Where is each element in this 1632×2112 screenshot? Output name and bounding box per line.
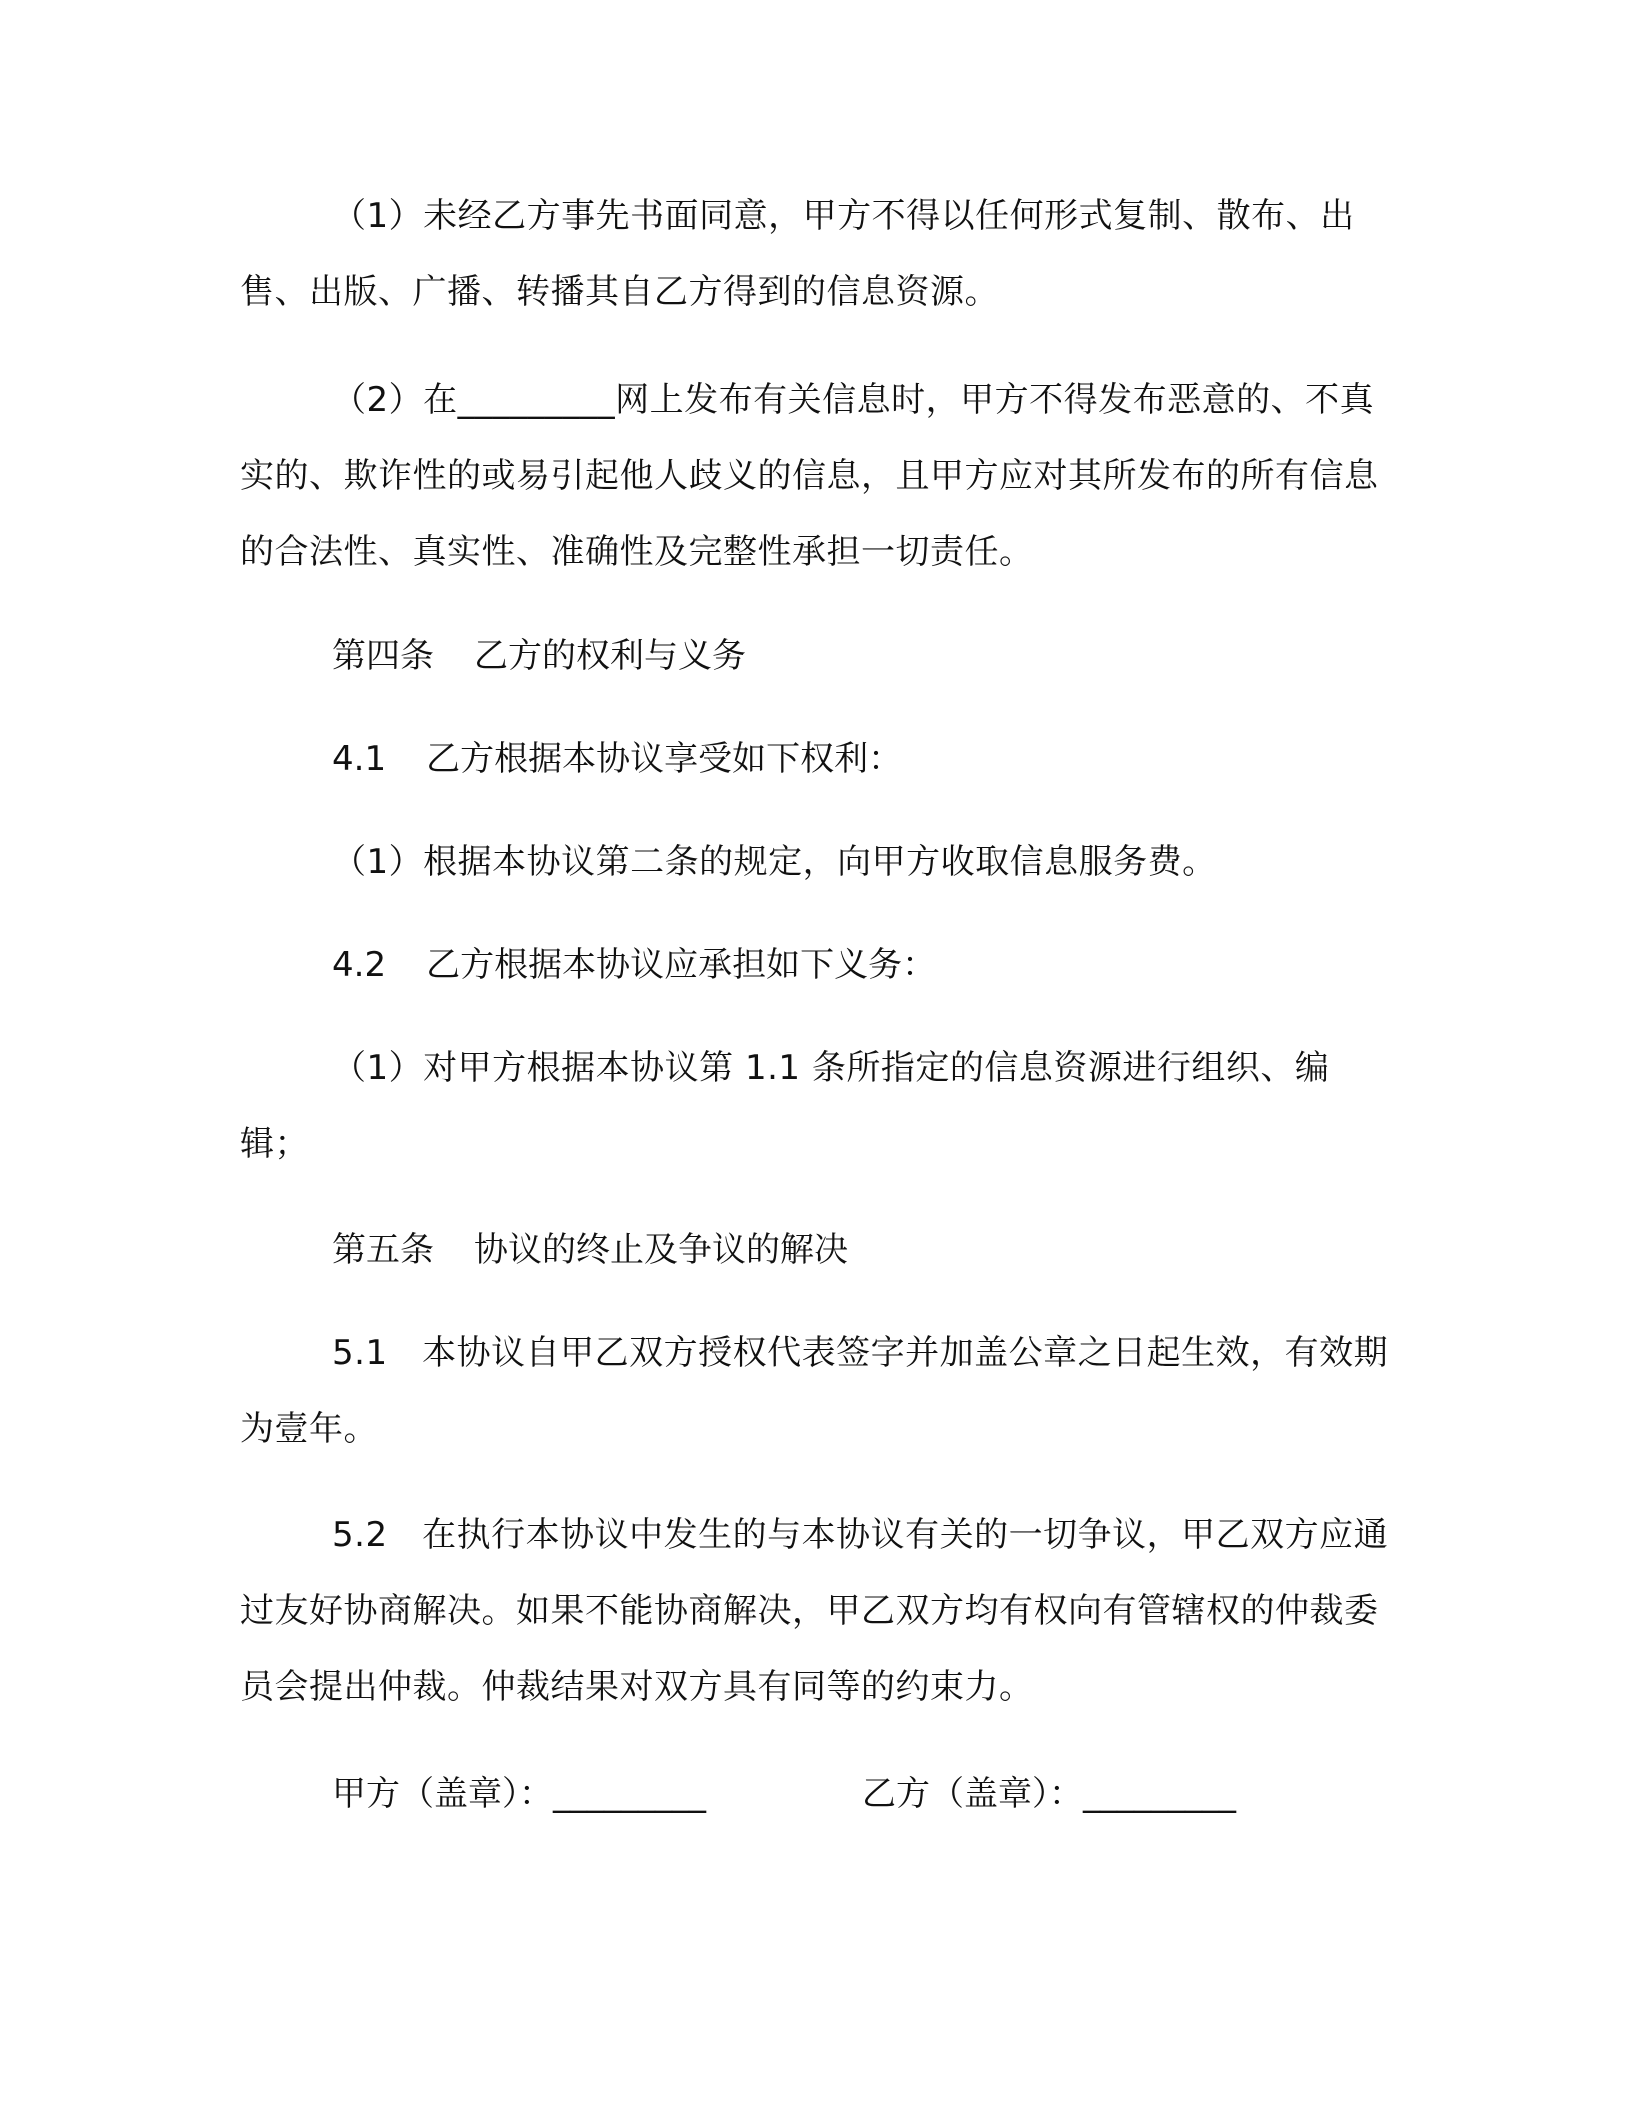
section-4-2-text: 乙方根据本协议应承担如下义务： (426, 945, 937, 985)
section-5-2: 5.2 在执行本协议中发生的与本协议有关的一切争议，甲乙双方应通过友好协商解决。如果不能协商解决，甲乙双方均有权向有管辖权的仲裁委员会提出仲裁。仲裁结果对双方具有同等的约束力。 (240, 1515, 1389, 1707)
clause-3-2-2: （2）在_________网上发布有关信息时，甲方不得发布恶意的、不真实的、欺诈性的或易引起他人歧义的信息，且甲方应对其所发布的所有信息的合法性、真实性、准确性及完整性承担一切责任。 (240, 380, 1379, 572)
section-4-1-text: 乙方根据本协议享受如下权利： (426, 739, 903, 779)
party-b-signature: 乙方（盖章）：_________ (862, 1774, 1236, 1814)
clause-4-1-1: （1）根据本协议第二条的规定，向甲方收取信息服务费。 (332, 842, 1217, 882)
section-4-1 (332, 721, 902, 797)
article-4-title: 乙方的权利与义务 (474, 636, 746, 676)
party-a-signature: 甲方（盖章）：_________ (332, 1774, 706, 1814)
article-4-number: 第四条 (332, 636, 434, 676)
section-4-2-number: 4.2 (332, 945, 387, 985)
article-4-heading (332, 618, 746, 694)
article-5-number: 第五条 (332, 1230, 434, 1270)
clause-4-2-1: （1）对甲方根据本协议第 1.1 条所指定的信息资源进行组织、编辑； (240, 1048, 1330, 1164)
article-5-title: 协议的终止及争议的解决 (474, 1230, 848, 1270)
clause-3-2-1: （1）未经乙方事先书面同意，甲方不得以任何形式复制、散布、出售、出版、广播、转播其自乙方得到的信息资源。 (240, 196, 1355, 312)
section-5-1: 5.1 本协议自甲乙双方授权代表签字并加盖公章之日起生效，有效期为壹年。 (240, 1333, 1389, 1449)
section-4-2 (332, 927, 936, 1003)
article-5-heading (332, 1212, 848, 1288)
section-4-1-number: 4.1 (332, 739, 387, 779)
